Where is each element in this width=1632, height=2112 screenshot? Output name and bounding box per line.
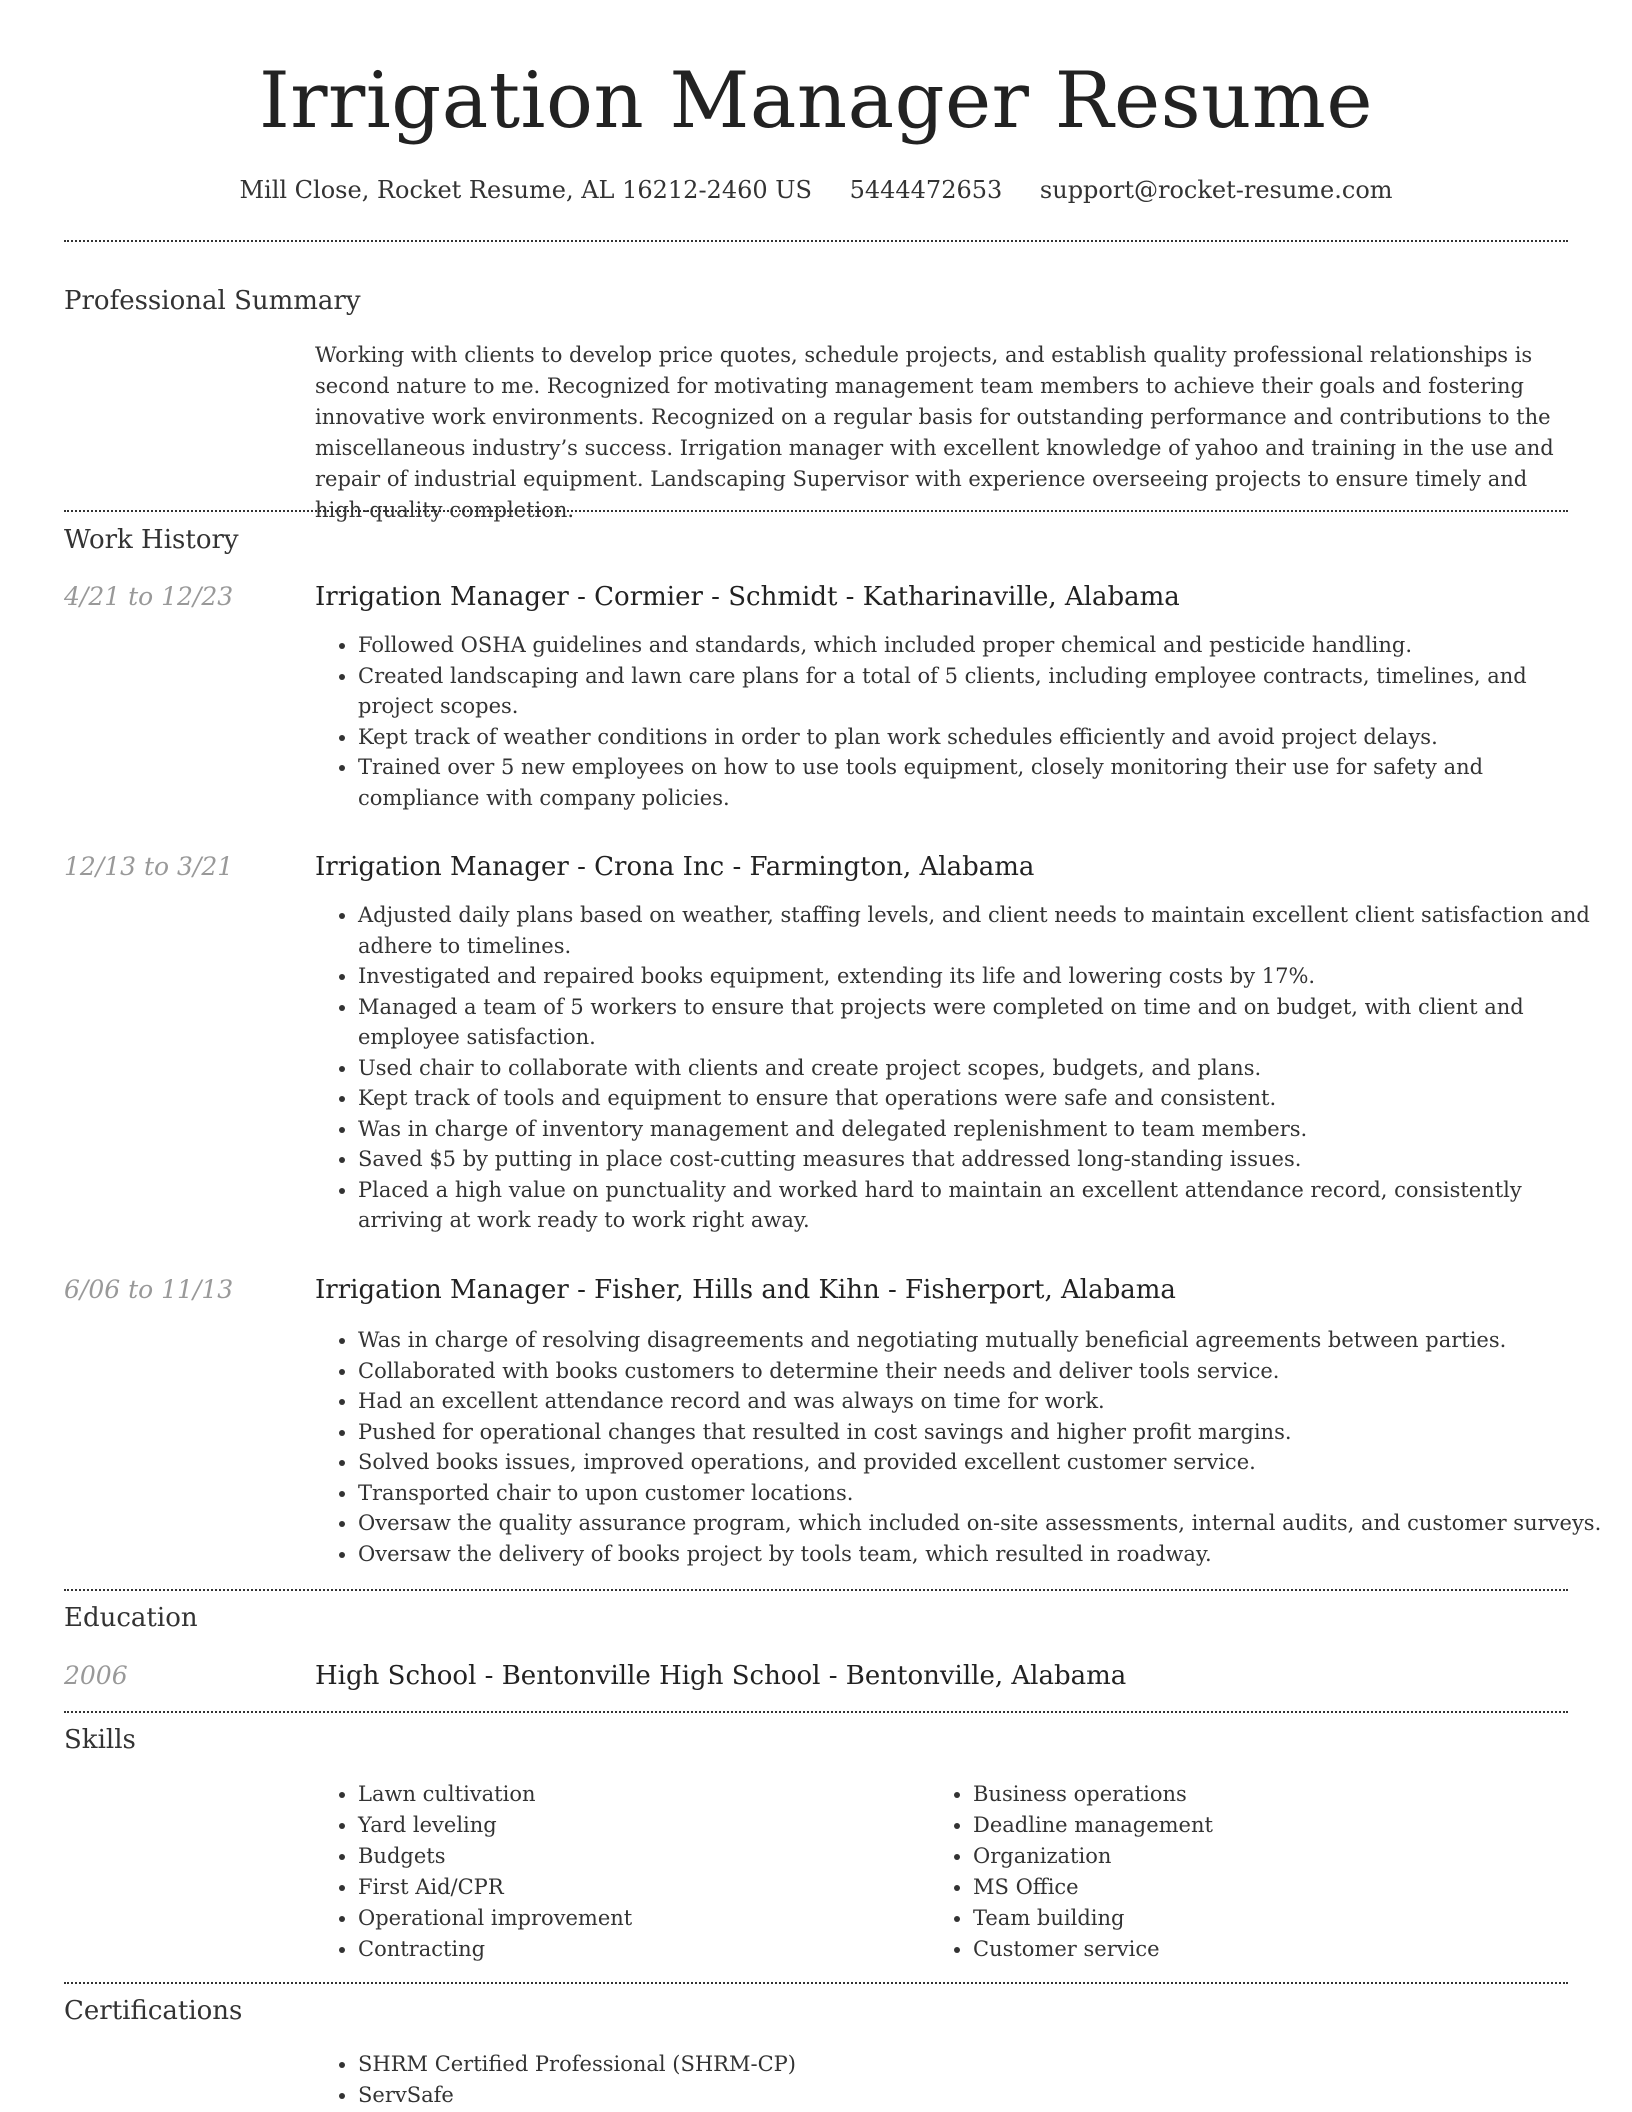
list-item: • Created landscaping and lawn care plans for a total of 5 clients, including employee contracts, timelines, and project scopes. [358, 661, 1608, 722]
skill-item: • Operational improvement [358, 1903, 918, 1934]
section-heading-skills: Skills [64, 1725, 136, 1755]
skill-item: • Lawn cultivation [358, 1779, 918, 1810]
job-bullets [315, 1325, 1608, 1569]
contact-email[interactable]: support@rocket-resume.com [1039, 176, 1393, 204]
skill-item: • Deadline management [973, 1810, 1593, 1841]
list-item: • Transported chair to upon customer locations. [358, 1478, 1608, 1509]
job-title: Irrigation Manager - Fisher, Hills and Kihn - Fisherport, Alabama [315, 1275, 1176, 1305]
list-item: • Was in charge of inventory management and delegated replenishment to team members. [358, 1114, 1608, 1145]
list-item: • Investigated and repaired books equipment, extending its life and lowering costs by 17%. [358, 961, 1608, 992]
job-dates: 6/06 to 11/13 [64, 1275, 234, 1304]
divider [64, 1711, 1568, 1713]
list-item: • Solved books issues, improved operations, and provided excellent customer service. [358, 1447, 1608, 1478]
job-title: Irrigation Manager - Cormier - Schmidt - Katharinaville, Alabama [315, 582, 1180, 612]
skill-item: • MS Office [973, 1872, 1593, 1903]
list-item: • Managed a team of 5 workers to ensure that projects were completed on time and on budget, with client and employee satisfaction. [358, 992, 1608, 1053]
skills-list-right [930, 1779, 1593, 1965]
list-item: • Was in charge of resolving disagreements and negotiating mutually beneficial agreements between parties. [358, 1325, 1608, 1356]
contact-address: Mill Close, Rocket Resume, AL 16212-2460 US [239, 176, 812, 204]
section-heading-work-history: Work History [64, 525, 239, 555]
skills-list-left [315, 1779, 918, 1965]
list-item: • Saved $5 by putting in place cost-cutting measures that addressed long-standing issues. [358, 1144, 1608, 1175]
list-item: • Adjusted daily plans based on weather, staffing levels, and client needs to maintain excellent client satisfaction and adhere to timelines. [358, 900, 1608, 961]
skill-item: • Organization [973, 1841, 1593, 1872]
divider [64, 240, 1568, 242]
divider [64, 1589, 1568, 1591]
certifications-list [315, 2049, 1608, 2111]
list-item: • Oversaw the quality assurance program, which included on-site assessments, internal audits, and customer surveys. [358, 1508, 1608, 1539]
job-dates: 12/13 to 3/21 [64, 852, 234, 881]
section-heading-education: Education [64, 1603, 198, 1633]
skill-item: • Customer service [973, 1934, 1593, 1965]
certification-item: • ServSafe [358, 2080, 1608, 2111]
list-item: • Pushed for operational changes that resulted in cost savings and higher profit margins. [358, 1417, 1608, 1448]
job-title: Irrigation Manager - Crona Inc - Farmington, Alabama [315, 852, 1035, 882]
list-item: • Followed OSHA guidelines and standards, which included proper chemical and pesticide handling. [358, 630, 1608, 661]
section-heading-summary: Professional Summary [64, 286, 361, 316]
education-year: 2006 [64, 1661, 128, 1690]
summary-text: Working with clients to develop price quotes, schedule projects, and establish quality professional relationships is second nature to me. Recognized for motivating management team members to achieve their goals and fostering innovative work environments. Recognized on a regular basis for outstanding performance and contributions to the miscellaneous industry’s success. Irrigation manager with excellent knowledge of yahoo and training in the use and repair of industrial equipment. Landscaping Supervisor with experience overseeing projects to ensure timely and high-quality completion. [315, 343, 1554, 522]
list-item: • Collaborated with books customers to determine their needs and deliver tools service. [358, 1356, 1608, 1387]
list-item: • Kept track of weather conditions in order to plan work schedules efficiently and avoid project delays. [358, 722, 1608, 753]
education-entry: High School - Bentonville High School - Bentonville, Alabama [315, 1661, 1127, 1691]
section-heading-certifications: Certifications [64, 1996, 243, 2026]
divider [64, 510, 1568, 512]
list-item: • Placed a high value on punctuality and worked hard to maintain an excellent attendance record, consistently arriving at work ready to work right away. [358, 1175, 1608, 1236]
list-item: • Oversaw the delivery of books project by tools team, which resulted in roadway. [358, 1539, 1608, 1570]
job-bullets [315, 630, 1608, 813]
skill-item: • Budgets [358, 1841, 918, 1872]
contact-line [0, 170, 1632, 210]
skill-item: • Business operations [973, 1779, 1593, 1810]
contact-phone[interactable]: 5444472653 [849, 176, 1003, 204]
resume-title: Irrigation Manager Resume [258, 56, 1374, 146]
certification-item: • SHRM Certified Professional (SHRM-CP) [358, 2049, 1608, 2080]
list-item: • Had an excellent attendance record and was always on time for work. [358, 1386, 1608, 1417]
list-item: • Used chair to collaborate with clients and create project scopes, budgets, and plans. [358, 1053, 1608, 1084]
job-dates: 4/21 to 12/23 [64, 582, 234, 611]
list-item: • Kept track of tools and equipment to ensure that operations were safe and consistent. [358, 1083, 1608, 1114]
job-bullets [315, 900, 1608, 1236]
skill-item: • First Aid/CPR [358, 1872, 918, 1903]
list-item: • Trained over 5 new employees on how to use tools equipment, closely monitoring their use for safety and compliance with company policies. [358, 752, 1608, 813]
skill-item: • Contracting [358, 1934, 918, 1965]
divider [64, 1982, 1568, 1984]
skill-item: • Yard leveling [358, 1810, 918, 1841]
skill-item: • Team building [973, 1903, 1593, 1934]
